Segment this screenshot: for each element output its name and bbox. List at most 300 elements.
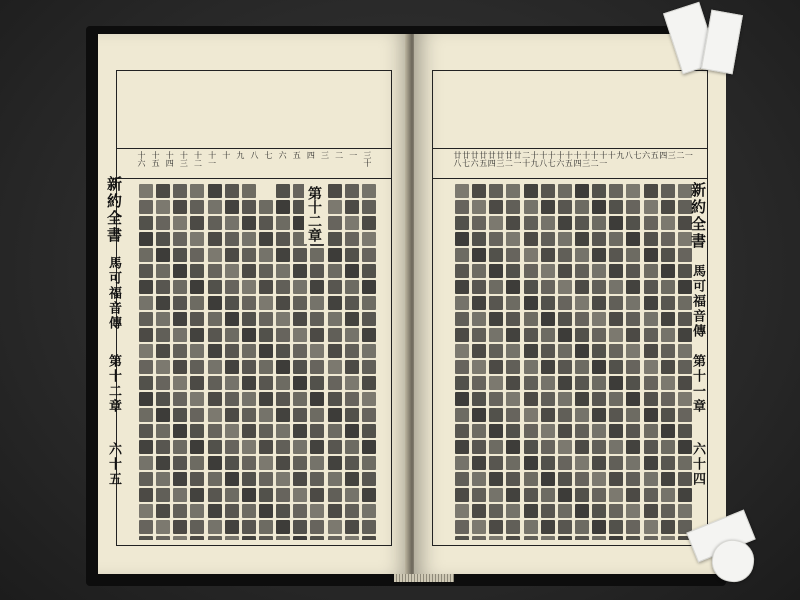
verse-number: 廿三 — [495, 151, 505, 167]
text-glyph — [293, 312, 307, 326]
text-glyph — [575, 312, 589, 326]
text-glyph — [293, 488, 307, 502]
text-glyph — [609, 440, 623, 454]
text-glyph — [592, 184, 606, 198]
text-glyph — [472, 408, 486, 422]
text-glyph — [293, 264, 307, 278]
text-glyph — [345, 248, 359, 262]
text-glyph — [259, 392, 273, 406]
text-glyph — [310, 504, 324, 518]
verse-number: 十六 — [137, 151, 146, 167]
text-glyph — [506, 312, 520, 326]
text-glyph — [190, 536, 204, 540]
text-glyph — [489, 216, 503, 230]
text-glyph — [362, 408, 376, 422]
text-glyph — [225, 344, 239, 358]
text-glyph — [156, 488, 170, 502]
text-glyph — [259, 520, 273, 534]
text-glyph — [524, 424, 538, 438]
text-glyph — [276, 392, 290, 406]
text-glyph — [661, 488, 675, 502]
right-side-title: 新約全書 — [689, 182, 707, 250]
text-glyph — [328, 392, 342, 406]
text-glyph — [592, 488, 606, 502]
text-glyph — [225, 360, 239, 374]
text-glyph — [558, 360, 572, 374]
text-glyph — [524, 376, 538, 390]
text-glyph — [661, 520, 675, 534]
text-glyph — [328, 456, 342, 470]
text-glyph — [310, 344, 324, 358]
text-glyph — [472, 264, 486, 278]
text-glyph — [293, 504, 307, 518]
text-glyph — [345, 296, 359, 310]
left-side-chapter: 第十二章 — [106, 354, 121, 414]
text-glyph — [276, 216, 290, 230]
text-glyph — [524, 392, 538, 406]
text-glyph — [276, 456, 290, 470]
text-glyph — [626, 456, 640, 470]
text-glyph — [524, 536, 538, 540]
text-glyph — [362, 504, 376, 518]
text-glyph — [190, 344, 204, 358]
text-glyph — [139, 376, 153, 390]
text-glyph — [345, 200, 359, 214]
text-glyph — [609, 488, 623, 502]
text-glyph — [225, 456, 239, 470]
text-glyph — [225, 504, 239, 518]
text-glyph — [345, 232, 359, 246]
text-glyph — [190, 328, 204, 342]
text-glyph — [558, 488, 572, 502]
text-glyph — [489, 440, 503, 454]
text-glyph — [506, 536, 520, 540]
text-glyph — [489, 232, 503, 246]
text-glyph — [489, 280, 503, 294]
text-glyph — [242, 280, 256, 294]
verse-number: 廿七 — [461, 151, 471, 167]
text-glyph — [328, 472, 342, 486]
text-glyph — [345, 392, 359, 406]
text-glyph — [489, 344, 503, 358]
text-glyph — [472, 440, 486, 454]
text-glyph — [156, 344, 170, 358]
text-glyph — [242, 200, 256, 214]
text-glyph — [345, 424, 359, 438]
text-glyph — [139, 200, 153, 214]
verse-number: 廿二 — [504, 151, 514, 167]
text-glyph — [489, 488, 503, 502]
right-page-number: 六十四 — [690, 442, 705, 487]
text-glyph — [276, 520, 290, 534]
text-glyph — [609, 456, 623, 470]
text-glyph — [609, 216, 623, 230]
text-glyph — [208, 360, 222, 374]
text-glyph — [644, 216, 658, 230]
text-glyph — [489, 296, 503, 310]
text-glyph — [541, 312, 555, 326]
text-glyph — [661, 216, 675, 230]
text-glyph — [310, 392, 324, 406]
text-glyph — [575, 424, 589, 438]
text-glyph — [208, 472, 222, 486]
text-glyph — [455, 472, 469, 486]
text-glyph — [310, 264, 324, 278]
verse-number: 十八 — [538, 151, 548, 167]
text-glyph — [558, 424, 572, 438]
text-column — [505, 184, 521, 540]
text-glyph — [558, 248, 572, 262]
text-glyph — [139, 472, 153, 486]
text-glyph — [455, 232, 469, 246]
text-glyph — [208, 328, 222, 342]
text-glyph — [609, 280, 623, 294]
text-glyph — [541, 232, 555, 246]
text-glyph — [455, 376, 469, 390]
text-glyph — [626, 344, 640, 358]
text-glyph — [609, 248, 623, 262]
text-glyph — [472, 360, 486, 374]
text-glyph — [661, 392, 675, 406]
text-glyph — [310, 424, 324, 438]
text-glyph — [524, 312, 538, 326]
text-glyph — [609, 520, 623, 534]
text-glyph — [310, 536, 324, 540]
text-glyph — [293, 456, 307, 470]
text-glyph — [626, 232, 640, 246]
text-glyph — [225, 216, 239, 230]
text-glyph — [259, 264, 273, 278]
text-glyph — [592, 504, 606, 518]
text-glyph — [208, 504, 222, 518]
text-glyph — [558, 184, 572, 198]
text-column — [224, 184, 240, 540]
text-glyph — [644, 456, 658, 470]
text-glyph — [362, 456, 376, 470]
text-glyph — [541, 536, 555, 540]
right-page — [414, 34, 726, 574]
text-glyph — [139, 344, 153, 358]
text-glyph — [328, 536, 342, 540]
text-glyph — [362, 376, 376, 390]
text-glyph — [524, 200, 538, 214]
text-glyph — [276, 504, 290, 518]
text-glyph — [173, 184, 187, 198]
text-glyph — [242, 184, 256, 198]
text-glyph — [626, 248, 640, 262]
text-glyph — [592, 216, 606, 230]
text-glyph — [190, 280, 204, 294]
text-glyph — [293, 536, 307, 540]
text-glyph — [345, 408, 359, 422]
text-column — [258, 184, 274, 540]
text-glyph — [328, 232, 342, 246]
text-glyph — [661, 312, 675, 326]
text-glyph — [592, 264, 606, 278]
text-glyph — [259, 536, 273, 540]
text-column — [540, 184, 556, 540]
text-glyph — [173, 536, 187, 540]
text-glyph — [455, 200, 469, 214]
verse-number: 十五 — [564, 151, 574, 167]
text-glyph — [678, 504, 692, 518]
verse-number: 五 — [650, 151, 660, 159]
text-glyph — [644, 440, 658, 454]
text-glyph — [524, 520, 538, 534]
text-glyph — [173, 344, 187, 358]
text-glyph — [524, 280, 538, 294]
text-glyph — [609, 200, 623, 214]
text-glyph — [173, 376, 187, 390]
text-glyph — [328, 248, 342, 262]
text-glyph — [259, 296, 273, 310]
text-glyph — [678, 424, 692, 438]
text-glyph — [626, 264, 640, 278]
text-glyph — [506, 344, 520, 358]
text-column — [454, 184, 470, 540]
verse-number: 一 — [684, 151, 694, 159]
text-glyph — [644, 536, 658, 540]
text-glyph — [173, 312, 187, 326]
text-column — [327, 184, 343, 540]
text-glyph — [575, 232, 589, 246]
text-glyph — [173, 328, 187, 342]
text-glyph — [506, 504, 520, 518]
text-column — [471, 184, 487, 540]
text-glyph — [208, 456, 222, 470]
text-glyph — [293, 344, 307, 358]
text-glyph — [276, 296, 290, 310]
text-glyph — [661, 360, 675, 374]
text-glyph — [575, 360, 589, 374]
text-glyph — [276, 360, 290, 374]
text-glyph — [276, 424, 290, 438]
text-glyph — [541, 504, 555, 518]
text-glyph — [259, 216, 273, 230]
verse-number: 十一 — [207, 151, 217, 167]
text-glyph — [558, 264, 572, 278]
text-glyph — [609, 344, 623, 358]
text-glyph — [541, 216, 555, 230]
text-glyph — [661, 232, 675, 246]
text-glyph — [592, 392, 606, 406]
text-glyph — [592, 280, 606, 294]
text-glyph — [661, 184, 675, 198]
text-glyph — [524, 296, 538, 310]
verse-number: 十四 — [573, 151, 582, 167]
text-glyph — [472, 520, 486, 534]
text-glyph — [472, 472, 486, 486]
text-glyph — [489, 248, 503, 262]
text-glyph — [541, 328, 555, 342]
text-glyph — [328, 280, 342, 294]
text-glyph — [524, 344, 538, 358]
text-glyph — [139, 232, 153, 246]
text-glyph — [609, 536, 623, 540]
text-glyph — [362, 296, 376, 310]
text-glyph — [541, 488, 555, 502]
text-glyph — [173, 296, 187, 310]
text-glyph — [661, 408, 675, 422]
text-glyph — [541, 392, 555, 406]
text-glyph — [472, 232, 486, 246]
text-glyph — [644, 488, 658, 502]
text-glyph — [276, 328, 290, 342]
text-glyph — [506, 264, 520, 278]
text-glyph — [541, 424, 555, 438]
right-verse-number-strip — [432, 148, 708, 179]
text-glyph — [276, 248, 290, 262]
text-glyph — [626, 312, 640, 326]
left-side-book: 馬可福音傳 — [106, 256, 121, 331]
text-glyph — [455, 264, 469, 278]
text-glyph — [208, 216, 222, 230]
text-glyph — [156, 424, 170, 438]
text-glyph — [524, 488, 538, 502]
text-glyph — [489, 456, 503, 470]
text-glyph — [609, 408, 623, 422]
text-glyph — [328, 184, 342, 198]
text-glyph — [575, 296, 589, 310]
text-glyph — [626, 296, 640, 310]
text-glyph — [139, 264, 153, 278]
text-glyph — [472, 504, 486, 518]
verse-number: 十七 — [547, 151, 557, 167]
text-glyph — [678, 488, 692, 502]
text-glyph — [541, 456, 555, 470]
text-glyph — [626, 328, 640, 342]
text-glyph — [328, 344, 342, 358]
text-glyph — [592, 200, 606, 214]
text-glyph — [139, 360, 153, 374]
text-glyph — [242, 456, 256, 470]
text-glyph — [139, 296, 153, 310]
text-glyph — [259, 312, 273, 326]
text-glyph — [592, 248, 606, 262]
text-glyph — [541, 200, 555, 214]
text-glyph — [506, 248, 520, 262]
text-glyph — [644, 504, 658, 518]
text-glyph — [541, 344, 555, 358]
text-glyph — [575, 344, 589, 358]
text-glyph — [362, 536, 376, 540]
text-glyph — [208, 248, 222, 262]
left-body-text — [116, 178, 392, 546]
text-glyph — [242, 296, 256, 310]
text-glyph — [293, 424, 307, 438]
right-body-text — [432, 178, 708, 546]
text-glyph — [208, 184, 222, 198]
text-glyph — [156, 216, 170, 230]
text-glyph — [541, 264, 555, 278]
text-glyph — [173, 280, 187, 294]
text-glyph — [362, 360, 376, 374]
text-glyph — [541, 280, 555, 294]
text-glyph — [609, 424, 623, 438]
text-glyph — [310, 296, 324, 310]
text-glyph — [472, 392, 486, 406]
text-glyph — [524, 248, 538, 262]
verse-number: 九 — [235, 151, 245, 159]
text-glyph — [259, 200, 273, 214]
text-glyph — [506, 520, 520, 534]
text-glyph — [156, 184, 170, 198]
text-glyph — [310, 520, 324, 534]
text-glyph — [609, 360, 623, 374]
text-glyph — [626, 440, 640, 454]
text-glyph — [489, 184, 503, 198]
text-glyph — [259, 248, 273, 262]
text-glyph — [644, 424, 658, 438]
right-side-chapter: 第十一章 — [690, 354, 705, 414]
text-glyph — [626, 216, 640, 230]
text-glyph — [455, 328, 469, 342]
text-glyph — [225, 248, 239, 262]
verse-number: 十 — [221, 151, 231, 159]
verse-number: 二十 — [521, 151, 531, 167]
text-glyph — [506, 424, 520, 438]
text-column — [189, 184, 205, 540]
text-glyph — [328, 440, 342, 454]
text-glyph — [524, 264, 538, 278]
text-glyph — [558, 376, 572, 390]
text-glyph — [345, 504, 359, 518]
text-glyph — [575, 216, 589, 230]
text-glyph — [173, 488, 187, 502]
text-glyph — [644, 200, 658, 214]
text-column — [574, 184, 590, 540]
text-glyph — [524, 232, 538, 246]
text-glyph — [259, 456, 273, 470]
text-glyph — [156, 536, 170, 540]
text-glyph — [156, 504, 170, 518]
text-glyph — [208, 424, 222, 438]
text-glyph — [472, 376, 486, 390]
text-glyph — [541, 440, 555, 454]
text-glyph — [592, 440, 606, 454]
text-glyph — [592, 472, 606, 486]
text-glyph — [644, 360, 658, 374]
text-glyph — [328, 328, 342, 342]
verse-number: 廿四 — [487, 151, 497, 167]
text-glyph — [506, 184, 520, 198]
text-glyph — [173, 392, 187, 406]
text-glyph — [242, 360, 256, 374]
text-glyph — [626, 424, 640, 438]
text-glyph — [242, 488, 256, 502]
text-glyph — [225, 536, 239, 540]
text-glyph — [310, 312, 324, 326]
text-glyph — [489, 200, 503, 214]
text-glyph — [626, 472, 640, 486]
text-glyph — [310, 456, 324, 470]
text-glyph — [626, 488, 640, 502]
text-glyph — [259, 488, 273, 502]
text-glyph — [472, 280, 486, 294]
verse-number: 三 — [320, 151, 330, 159]
text-glyph — [242, 424, 256, 438]
verse-number: 三 — [667, 151, 677, 159]
text-glyph — [592, 312, 606, 326]
text-glyph — [472, 488, 486, 502]
text-glyph — [242, 216, 256, 230]
text-glyph — [558, 520, 572, 534]
text-glyph — [592, 520, 606, 534]
text-column — [344, 184, 360, 540]
text-glyph — [506, 360, 520, 374]
text-glyph — [225, 472, 239, 486]
text-glyph — [345, 328, 359, 342]
